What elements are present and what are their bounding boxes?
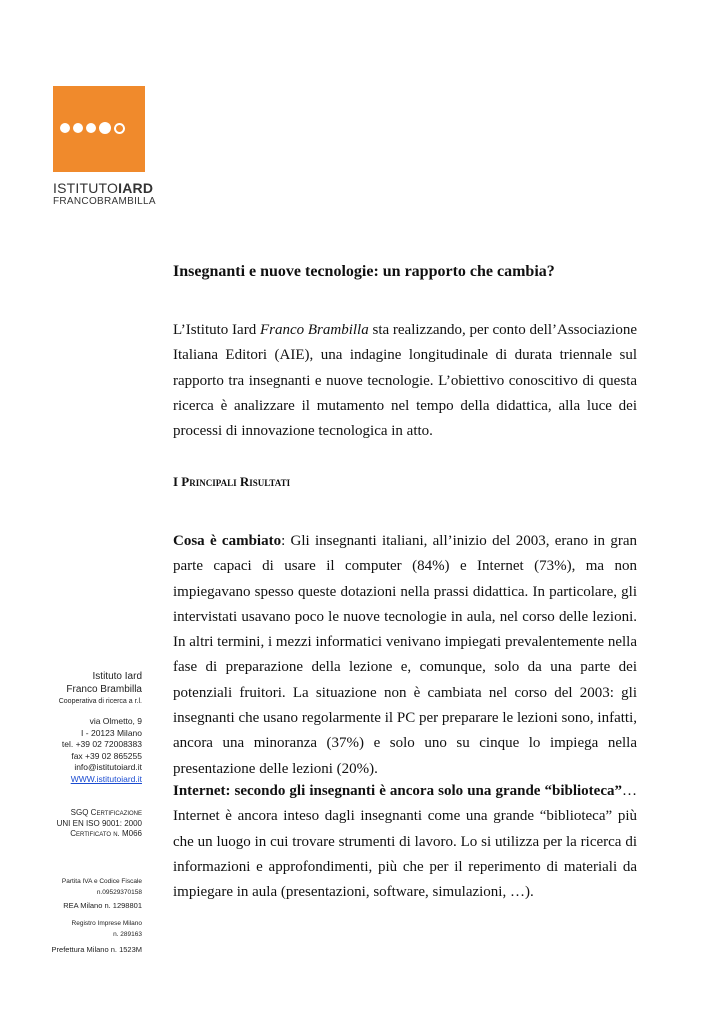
fiscal-line1: Partita IVA e Codice Fiscale: [61, 878, 142, 885]
sidebar-prefettura: Prefettura Milano n. 1523M: [51, 945, 142, 954]
org-name-line2: Franco Brambilla: [66, 684, 142, 695]
internet-label: Internet: secondo gli insegnanti è ancora solo una grande “biblioteca”: [173, 783, 622, 799]
cert-line: Certificato n. M066: [70, 829, 142, 838]
internet-text: …Internet è ancora inteso dagli insegnanti come una grande “biblioteca” più che un luogo in cui trovare strumenti di lavoro. Lo si utilizza per la ricerca di informazioni e approfondimenti, più che per il reperimento di materiali da impiegare in aula (presentazioni, software, simulazioni, …).: [173, 783, 637, 901]
logo-wordmark: [53, 180, 193, 208]
intro-after: sta realizzando, per conto dell’Associazione Italiana Editori (AIE), una indagine longitudinale di durata triennale sul rapporto tra insegnanti e nuove tecnologie. L’obiettivo conoscitivo di questa ricerca è analizzare il mutamento nel tempo della didattica, alla luce dei processi di innovazione tecnologica in atto.: [173, 322, 637, 440]
cert-line: UNI EN ISO 9001: 2000: [56, 818, 142, 828]
intro-italic: Franco Brambilla: [259, 322, 369, 338]
address-line: I - 20123 Milano: [81, 727, 142, 738]
logo-subbrand: FRANCOBRAMBILLA: [53, 196, 156, 207]
logo-dot: [114, 123, 125, 134]
logo-dot: [73, 123, 83, 133]
logo-dots: [60, 122, 125, 134]
sidebar-rea: REA Milano n. 1298801: [63, 901, 142, 910]
website-link[interactable]: WWW.istitutoiard.it: [70, 773, 142, 784]
changes-paragraph: [173, 529, 637, 782]
email-line: info@istitutoiard.it: [74, 762, 142, 772]
cert-line: SGQ Certificazione: [70, 808, 142, 817]
changes-label: Cosa è cambiato: [173, 533, 282, 549]
registro-line1: Registro Imprese Milano: [71, 920, 142, 927]
logo-brand-bold: IARD: [118, 180, 154, 196]
changes-text: : Gli insegnanti italiani, all’inizio del 2003, erano in gran parte capaci di usare il computer (84%) e Internet (73%), ma non impiegavano spesso queste dotazioni nella prassi didattica. In particolare, gli intervistati usavano poco le nuove tecnologie in aula, nel corso delle lezioni. In altri termini, i mezzi informatici venivano impiegati prevalentemente nella fase di preparazione della lezione e, comunque, solo da una parte dei potenziali fruitori. La situazione non è cambiata nel corso del 2003: gli insegnanti che usano regolarmente il PC per preparare le lezioni sono, infatti, ancora una minoranza (37%) e solo uno su cinque lo impiega nella presentazione delle lezioni (20%).: [173, 533, 637, 777]
internet-paragraph: [173, 779, 637, 905]
logo-dot: [86, 123, 96, 133]
sidebar-address: [20, 716, 142, 785]
sidebar-org-name: [20, 670, 142, 707]
intro-before: L’Istituto Iard: [173, 322, 260, 338]
fax-line: fax +39 02 865255: [71, 750, 142, 761]
section-heading: I Principali Risultati: [173, 474, 291, 489]
address-line: via Olmetto, 9: [89, 716, 142, 726]
logo-mark: [53, 86, 145, 172]
registro-line2: n. 289163: [113, 931, 142, 938]
logo-dot: [99, 122, 111, 134]
sidebar-fiscal: [20, 876, 142, 898]
sidebar-registro: [20, 918, 142, 940]
phone-line: tel. +39 02 72008383: [61, 739, 142, 749]
sidebar-certification: [20, 808, 142, 840]
logo-brand-regular: ISTITUTO: [53, 180, 119, 196]
fiscal-line2: n.09529370158: [96, 889, 142, 896]
document-title: Insegnanti e nuove tecnologie: un rapporto che cambia?: [173, 263, 555, 280]
logo-dot: [60, 123, 70, 133]
org-coop: Cooperativa di ricerca a r.l.: [58, 698, 142, 705]
intro-paragraph: [173, 318, 637, 444]
org-name-line1: Istituto Iard: [92, 671, 142, 682]
